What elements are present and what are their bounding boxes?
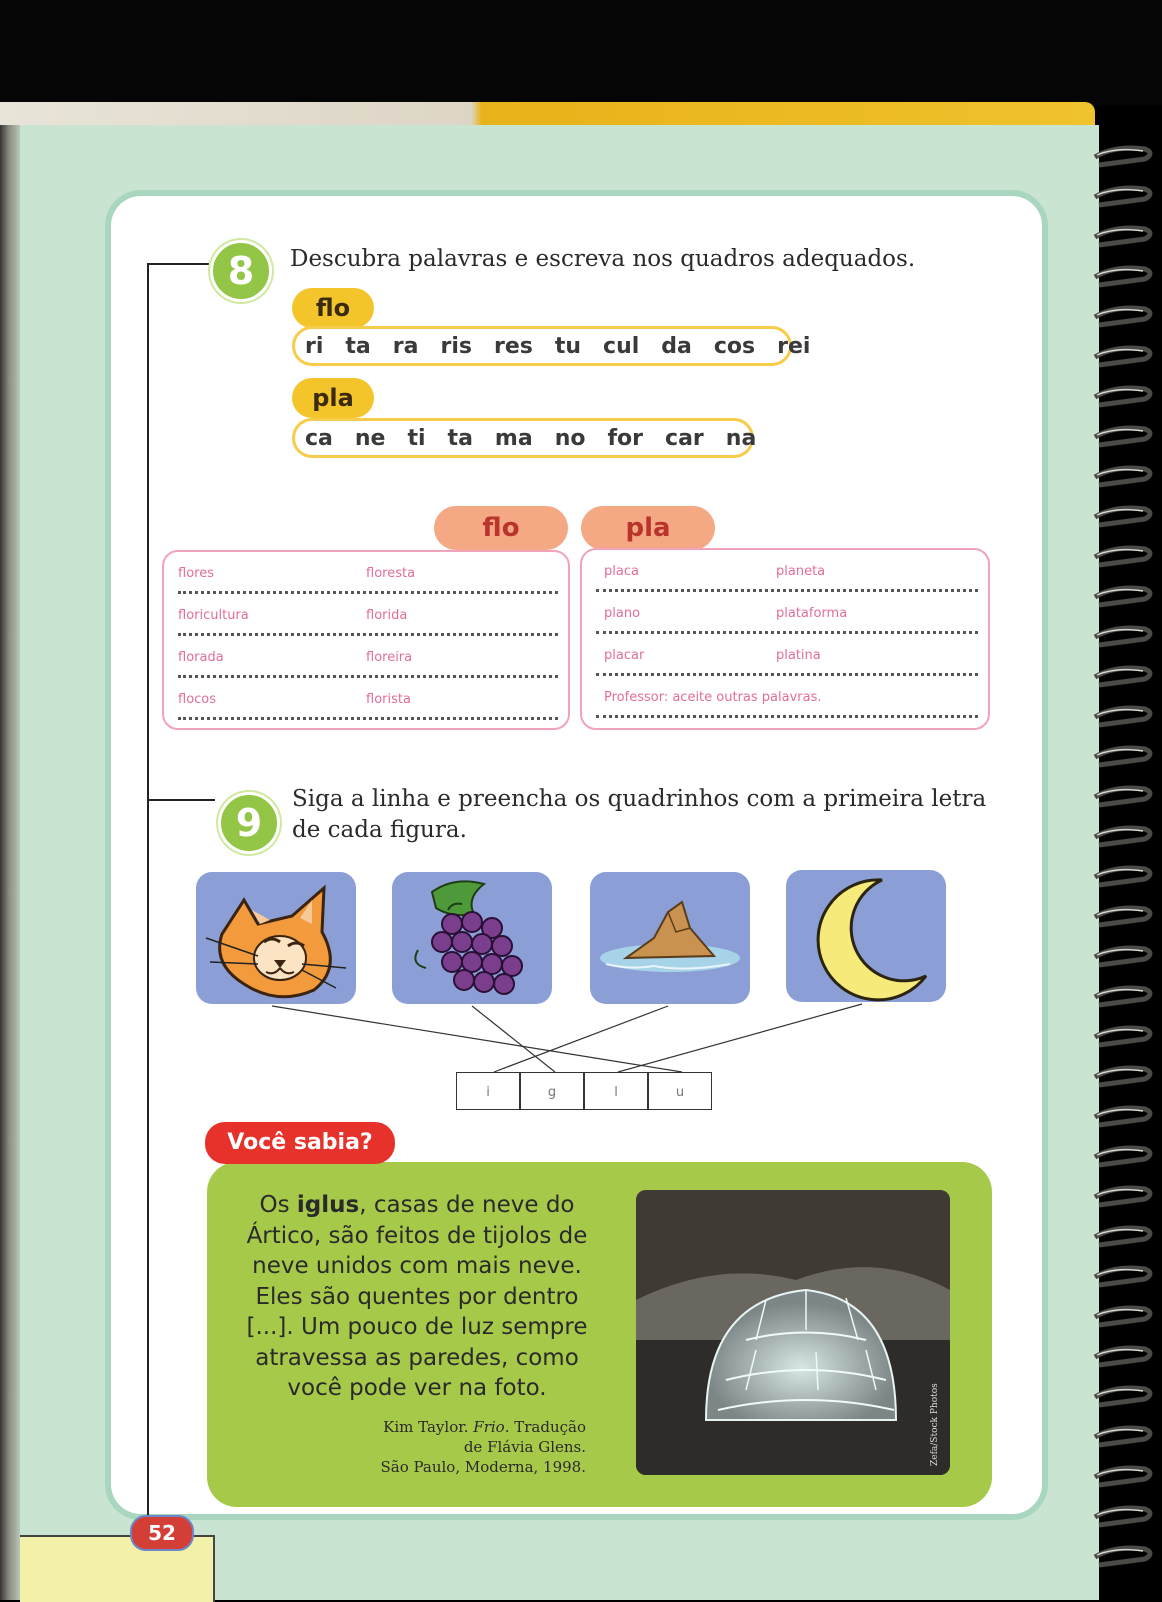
letter-box[interactable]: l — [584, 1072, 648, 1110]
syllable: ti — [407, 425, 426, 451]
syllable: ta — [447, 425, 473, 451]
syllable: cul — [603, 333, 640, 359]
answer-word: placa — [604, 564, 639, 579]
grapes-figure — [392, 872, 552, 1004]
syllable: rei — [777, 333, 811, 359]
answer-tab-pla: pla — [581, 506, 715, 550]
syllable: ris — [440, 333, 472, 359]
answer-word: planeta — [776, 564, 826, 579]
syllable: car — [665, 425, 704, 451]
syllable: ne — [354, 425, 386, 451]
page-binding-edge — [0, 125, 20, 1600]
answer-word: flocos — [178, 692, 217, 707]
island-figure — [590, 872, 750, 1004]
syllable: na — [725, 425, 757, 451]
igloo-photo — [636, 1190, 950, 1475]
teacher-note: Professor: aceite outras palavras. — [604, 690, 822, 705]
cat-figure — [196, 872, 356, 1004]
answer-tab-flo: flo — [434, 506, 568, 550]
answer-word: florida — [366, 608, 408, 623]
syllable: ri — [305, 333, 324, 359]
scan-background-top — [0, 0, 1162, 105]
prefix-label-flo: flo — [292, 288, 374, 328]
exercise-8-number-badge: 8 — [210, 240, 272, 302]
syllable: res — [493, 333, 533, 359]
exercise-9-instruction — [292, 784, 986, 846]
photo-credit: Zefa/Stock Photos — [930, 1383, 940, 1466]
citation: Kim Taylor. Frio. Tradução de Flávia Glens. São Paulo, Moderna, 1998. — [380, 1418, 586, 1476]
letter-box[interactable]: g — [520, 1072, 584, 1110]
syllable: ra — [392, 333, 419, 359]
answer-box-flo — [162, 550, 570, 730]
syllable: ma — [494, 425, 533, 451]
syllable: no — [554, 425, 586, 451]
letter-box[interactable]: u — [648, 1072, 712, 1110]
answer-word: plataforma — [776, 606, 848, 621]
syllable: for — [607, 425, 644, 451]
answer-word: florista — [366, 692, 411, 707]
syllable-row-pla — [292, 418, 757, 458]
moon-figure — [786, 870, 946, 1002]
answer-word: florada — [178, 650, 224, 665]
answer-word: floresta — [366, 566, 416, 581]
syllable: cos — [713, 333, 756, 359]
answer-word: floreira — [366, 650, 413, 665]
syllable-row-flo — [292, 326, 811, 366]
page-number: 52 — [130, 1515, 194, 1551]
syllable: ta — [345, 333, 371, 359]
answer-word: flores — [178, 566, 214, 581]
answer-word: plano — [604, 606, 641, 621]
instruction-line: de cada figura. — [292, 817, 467, 843]
instruction-line: Siga a linha e preencha os quadrinhos com a primeira letra — [292, 786, 987, 812]
syllable: ca — [305, 425, 333, 451]
letter-box[interactable]: i — [456, 1072, 520, 1110]
prefix-label-pla: pla — [292, 378, 374, 418]
exercise-9-number-badge: 9 — [218, 792, 280, 854]
exercise-8-instruction: Descubra palavras e escreva nos quadros adequados. — [290, 246, 916, 272]
answer-word: floricultura — [178, 608, 249, 623]
spiral-binding — [1085, 135, 1160, 1595]
voce-sabia-title: Você sabia? — [205, 1122, 395, 1164]
answer-box-pla — [580, 548, 990, 730]
syllable: da — [661, 333, 692, 359]
syllable: tu — [554, 333, 582, 359]
answer-word: placar — [604, 648, 645, 663]
answer-word: platina — [776, 648, 821, 663]
voce-sabia-text: Os iglus, casas de neve do Ártico, são feitos de tijolos de neve unidos com mais neve. Eles são quentes por dentro [...]. Um pouco de luz sempre atravessa as paredes, como você pode ver na foto. — [246, 1192, 588, 1401]
